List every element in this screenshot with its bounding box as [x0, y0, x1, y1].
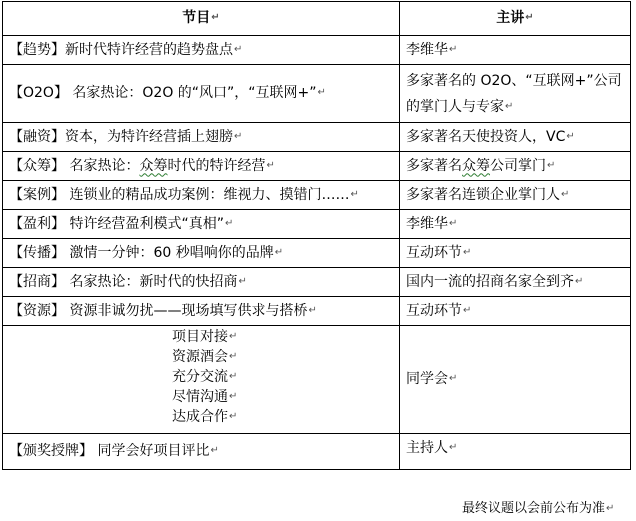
speaker-cell: 互动环节↵ — [400, 297, 631, 326]
speaker-cell: 多家著名的 O2O、“互联网+”公司的掌门人与专家↵ — [400, 65, 631, 123]
header-program: 节目↵ — [3, 2, 400, 36]
speaker-cell: 李维华↵ — [400, 36, 631, 65]
table-row — [3, 210, 631, 239]
agenda-table — [2, 1, 631, 470]
table-row — [3, 152, 631, 181]
list-item: 资源酒会↵ — [172, 349, 238, 365]
program-cell: 【招商】 名家热论：新时代的快招商↵ — [3, 268, 400, 297]
spellcheck-underline: 众筹 — [462, 157, 490, 174]
speaker-cell: 多家著名连锁企业掌门人↵ — [400, 181, 631, 210]
program-cell: 【传播】 激情一分钟：60 秒唱响你的品牌↵ — [3, 239, 400, 268]
table-row — [3, 434, 631, 470]
header-speaker: 主讲↵ — [400, 2, 631, 36]
spellcheck-underline: 众筹 — [139, 157, 168, 174]
table-row — [3, 65, 631, 123]
program-cell — [3, 326, 400, 434]
program-cell: 【案例】 连锁业的精品成功案例：维视力、摸错门……↵ — [3, 181, 400, 210]
footnote: 最终议题以会前公布为准↵ — [462, 501, 615, 516]
table-row — [3, 239, 631, 268]
program-list — [172, 327, 393, 427]
program-cell: 【融资】资本，为特许经营插上翅膀↵ — [3, 123, 400, 152]
table-row — [3, 268, 631, 297]
program-cell: 【资源】 资源非诚勿扰——现场填写供求与搭桥↵ — [3, 297, 400, 326]
list-item: 尽情沟通↵ — [172, 389, 238, 405]
speaker-cell: 多家著名天使投资人，VC↵ — [400, 123, 631, 152]
table-row — [3, 181, 631, 210]
speaker-cell: 主持人↵ — [400, 434, 631, 470]
program-cell: 【众筹】 名家热论：众筹时代的特许经营↵ — [3, 152, 400, 181]
list-item: 项目对接↵ — [172, 329, 238, 345]
speaker-cell: 李维华↵ — [400, 210, 631, 239]
program-cell: 【盈利】 特许经营盈利模式“真相”↵ — [3, 210, 400, 239]
speaker-cell: 国内一流的招商名家全到齐↵ — [400, 268, 631, 297]
program-cell: 【O2O】 名家热论：O2O 的“风口”，“互联网+”↵ — [3, 65, 400, 123]
program-cell: 【颁奖授牌】 同学会好项目评比↵ — [3, 434, 400, 470]
speaker-cell: 互动环节↵ — [400, 239, 631, 268]
program-cell: 【趋势】新时代特许经营的趋势盘点↵ — [3, 36, 400, 65]
speaker-cell: 同学会↵ — [400, 326, 631, 434]
speaker-cell: 多家著名众筹公司掌门↵ — [400, 152, 631, 181]
header-row — [3, 2, 631, 36]
table-row — [3, 326, 631, 434]
table-row — [3, 36, 631, 65]
list-item: 充分交流↵ — [172, 369, 238, 385]
list-item: 达成合作↵ — [172, 409, 238, 425]
table-row — [3, 297, 631, 326]
table-row — [3, 123, 631, 152]
